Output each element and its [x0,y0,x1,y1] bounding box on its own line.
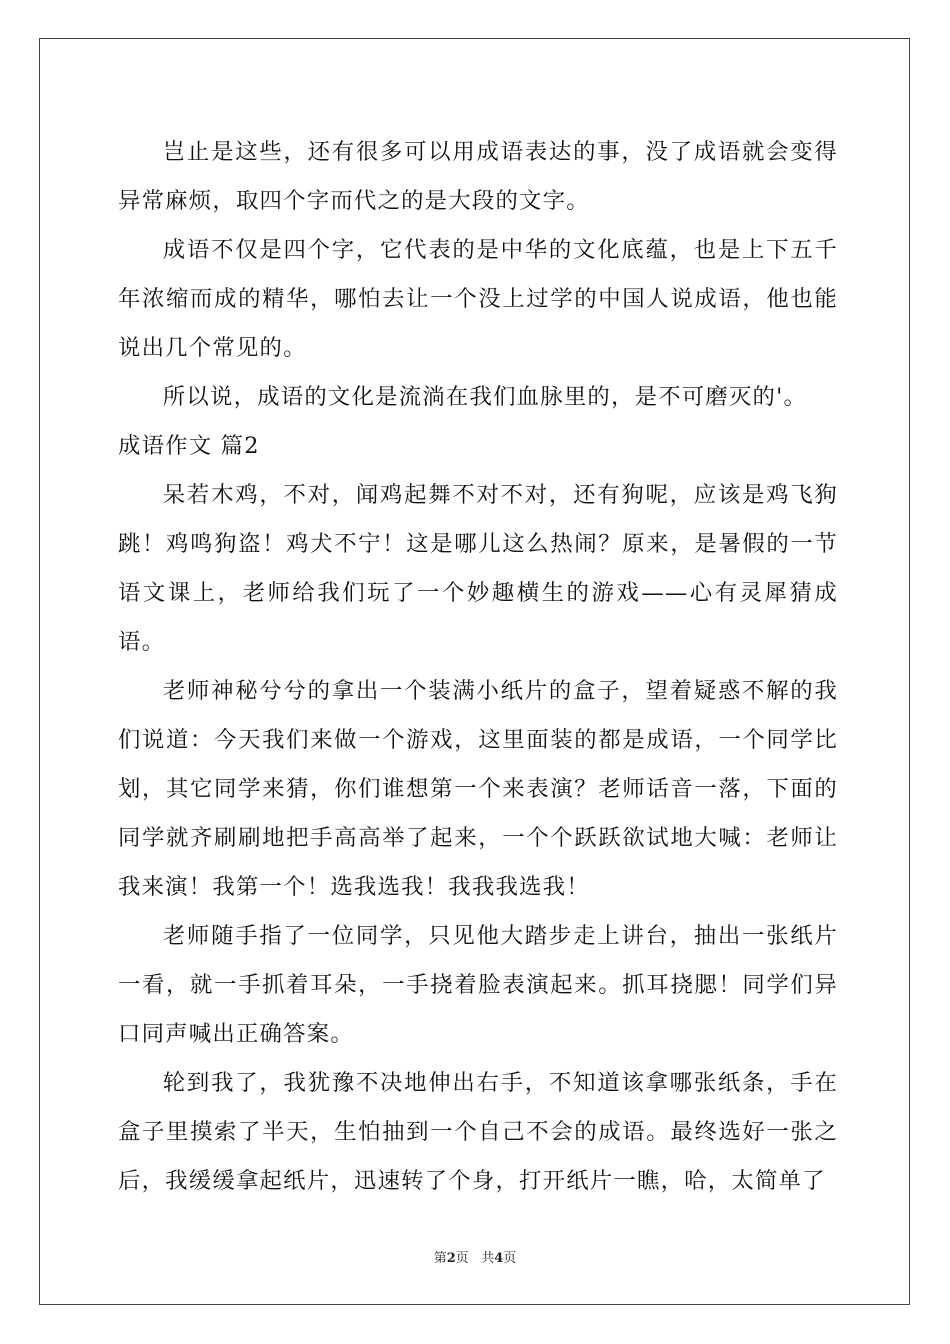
paragraph: 轮到我了，我犹豫不决地伸出右手，不知道该拿哪张纸条，手在盒子里摸索了半天，生怕抽到一个自己不会的成语。最终选好一张之后，我缓缓拿起纸片，迅速转了个身，打开纸片一瞧，哈，太简单了 [118,1070,838,1194]
paragraph: 岂止是这些，还有很多可以用成语表达的事，没了成语就会变得异常麻烦，取四个字而代之的是大段的文字。 [118,139,838,214]
footer-page-number: 2 [446,1251,456,1266]
footer-prefix: 第 [433,1251,447,1266]
paragraph: 成语不仅是四个字，它代表的是中华的文化底蕴，也是上下五千年浓缩而成的精华，哪怕去让一个没上过学的中国人说成语，他也能说出几个常见的。 [118,237,838,361]
paragraph: 呆若木鸡，不对，闻鸡起舞不对不对，还有狗呢，应该是鸡飞狗跳！鸡鸣狗盗！鸡犬不宁！这是哪儿这么热闹？原来，是暑假的一节语文课上，老师给我们玩了一个妙趣横生的游戏——心有灵犀猜成语。 [118,482,838,655]
page-footer [0,1247,950,1266]
footer-total-prefix: 共 [481,1251,495,1266]
paragraph: 所以说，成语的文化是流淌在我们血脉里的，是不可磨灭的'。 [162,384,808,410]
footer-total-suffix: 页 [503,1251,517,1266]
section-heading: 成语作文 篇2 [118,433,260,459]
paragraph: 老师神秘兮兮的拿出一个装满小纸片的盒子，望着疑惑不解的我们说道：今天我们来做一个游戏，这里面装的都是成语，一个同学比划，其它同学来猜，你们谁想第一个来表演？老师话音一落，下面的同学就齐刷刷地把手高高举了起来，一个个跃跃欲试地大喊：老师让我来演！我第一个！选我选我！我我我选我！ [118,678,838,900]
footer-total-pages: 4 [494,1251,504,1266]
document-body [118,128,838,1206]
paragraph: 老师随手指了一位同学，只见他大踏步走上讲台，抽出一张纸片一看，就一手抓着耳朵，一手挠着脸表演起来。抓耳挠腮！同学们异口同声喊出正确答案。 [118,923,838,1047]
footer-page-suffix: 页 [455,1251,469,1266]
